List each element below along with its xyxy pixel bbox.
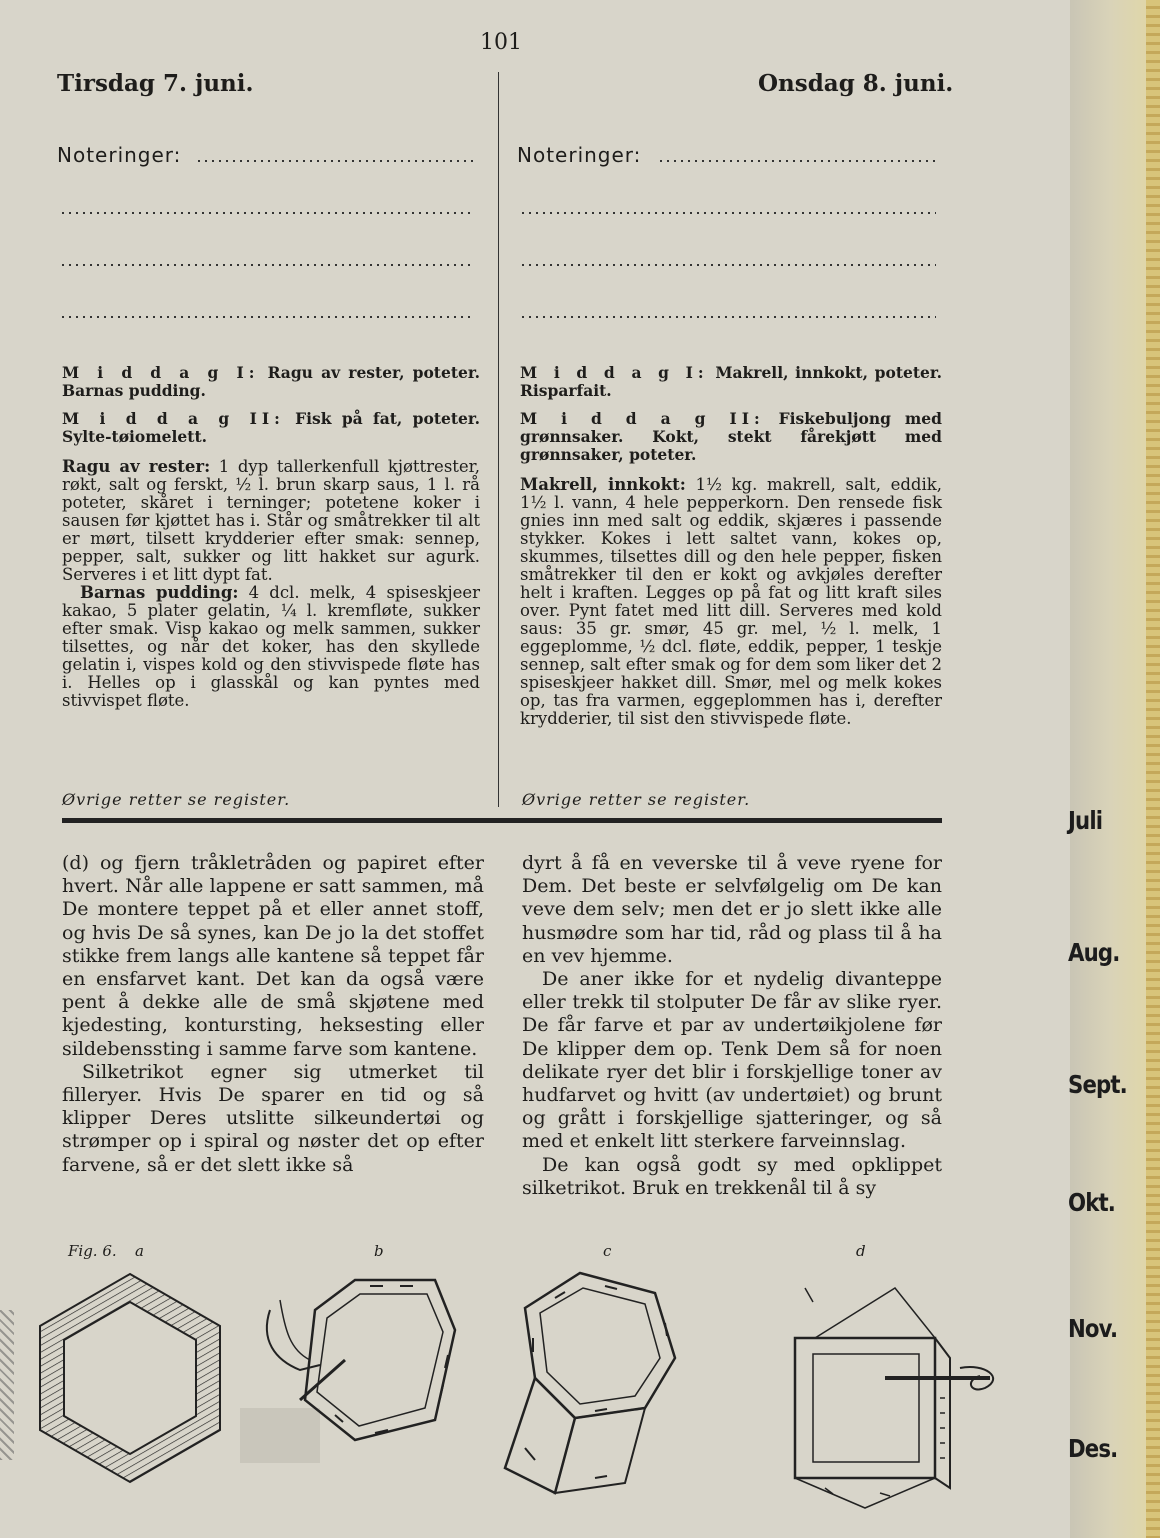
right-notes-line[interactable]	[522, 316, 936, 318]
month-tab-juli[interactable]: Juli	[1068, 806, 1103, 835]
right-menu-1	[520, 364, 942, 400]
figure-label-b: b	[374, 1242, 384, 1260]
left-notes-line[interactable]	[62, 264, 474, 266]
right-ovrige-note: Øvrige retter se register.	[522, 790, 751, 809]
left-notes-line[interactable]	[62, 316, 474, 318]
month-tab-aug[interactable]: Aug.	[1068, 938, 1120, 967]
article-paragraph: Silketrikot egner sig utmerket til filleryer. Hvis De sparer en tid og så klipper Deres utslitte silkeundertøi og strømper op i spiral og nøster det op efter farvene, så er det slett ikke så	[62, 1060, 484, 1176]
menu-label: M i d d a g II:	[520, 409, 765, 428]
article-paragraph: De kan også godt sy med opklippet silketrikot. Bruk en trekkenål til å sy	[522, 1153, 942, 1199]
section-rule	[62, 818, 942, 823]
square-patch-figure	[785, 1268, 1015, 1518]
article-right-column	[522, 852, 942, 1200]
article-paragraph: (d) og fjern tråkletråden og papiret efter hvert. Når alle lappene er satt sammen, må De montere teppet på et eller annet stoff, og hvis De så synes, kan De jo la det stoffet stikke frem langs alle kantene så teppet får en ensfarvet kant. Det kan da også være pent å dekke alle de små skjøtene med kjedesting, kontursting, heksesting eller sildebenssting i samme farve som kantene.	[62, 852, 484, 1060]
month-tab-sept[interactable]: Sept.	[1068, 1070, 1127, 1099]
right-day-title: Onsdag 8. juni.	[758, 70, 954, 97]
left-notes-line[interactable]	[62, 212, 474, 214]
menu-text: Fiskebuljong med grønnsaker. Kokt, stekt fårekjøtt med grønnsaker, poteter.	[520, 409, 942, 464]
right-menu-2	[520, 410, 942, 464]
month-tab-okt[interactable]: Okt.	[1068, 1188, 1116, 1217]
menu-label: M i d d a g II:	[62, 409, 285, 428]
month-tab-nov[interactable]: Nov.	[1068, 1314, 1118, 1343]
right-notes-line[interactable]	[660, 160, 936, 162]
recipe-head: Ragu av rester:	[62, 457, 211, 476]
menu-text: Makrell, innkokt, poteter. Risparfait.	[520, 363, 943, 400]
left-notes-line[interactable]	[198, 160, 474, 162]
article-paragraph: dyrt å få en veverske til å veve ryene for Dem. Det beste er selvfølgelig om De kan veve dem selv; men det er jo slett ikke alle husmødre som har tid, råd og plass til å ha en vev hjemme.	[522, 852, 942, 967]
right-notes-line[interactable]	[522, 264, 936, 266]
figure-label-d: d	[856, 1242, 866, 1260]
recipe-head: Barnas pudding:	[80, 583, 239, 602]
right-recipe	[520, 476, 942, 728]
hexagon-template-figure	[30, 1268, 230, 1488]
menu-label: M i d d a g I:	[62, 363, 260, 382]
left-ovrige-note: Øvrige retter se register.	[62, 790, 291, 809]
left-edge-hatch	[0, 1310, 14, 1460]
figure-caption: Fig. 6.	[68, 1242, 117, 1260]
month-tab-des[interactable]: Des.	[1068, 1434, 1118, 1463]
article-left-column	[62, 852, 484, 1177]
menu-label: M i d d a g I:	[520, 363, 709, 382]
recipe-head: Makrell, innkokt:	[520, 475, 686, 494]
left-menu-2	[62, 410, 480, 446]
page-number: 101	[480, 30, 522, 55]
left-notes-label: Noteringer:	[57, 143, 182, 167]
left-menu-1	[62, 364, 480, 400]
recipe-body: 1 dyp tallerkenfull kjøttrester, røkt, salt og ferskt, ½ l. brun skarp saus, 1 l. rå poteter, skåret i terninger; potetene koker i sausen før kjøttet has i. Står og småtrekker til alt er mørt, tilsett krydderier efter smak: sennep, pepper, salt, sukker og litt hakket sur agurk. Serveres i et litt dypt fat.	[62, 457, 481, 584]
menu-text: Ragu av rester, poteter. Barnas pudding.	[62, 363, 480, 400]
left-day-title: Tirsdag 7. juni.	[57, 70, 254, 97]
menu-text: Fisk på fat, poteter. Sylte-tøiomelett.	[62, 409, 481, 446]
recipe-body: 4 dcl. melk, 4 spiseskjeer kakao, 5 plater gelatin, ¼ l. kremfløte, sukker efter smak. Visp kakao og melk sammen, sukker tilsettes, og når det koker, has den skyllede gelatin i, vispes kold og den stivvispede fløte has i. Helles op i glasskål og kan pyntes med stivvispet fløte.	[62, 583, 480, 710]
right-notes-label: Noteringer:	[517, 143, 642, 167]
joined-hexagons-figure	[495, 1268, 695, 1498]
edge-stripe	[1146, 0, 1160, 1538]
article-paragraph: De aner ikke for et nydelig divanteppe eller trekk til stolputer De får av slike ryer. De får farve et par av undertøikjolene før De klipper dem op. Tenk Dem så for noen delikate ryer det blir i forskjellige toner av hudfarvet og hvitt (av undertøiet) og brunt og grått i forskjellige sjatteringer, og så med et enkelt litt sterkere farveinnslag.	[522, 968, 942, 1153]
left-recipe	[62, 458, 480, 710]
right-notes-line[interactable]	[522, 212, 936, 214]
figure-label-c: c	[603, 1242, 612, 1260]
page-edge	[1070, 0, 1160, 1538]
column-divider	[498, 72, 499, 807]
recipe-body: 1½ kg. makrell, salt, eddik, 1½ l. vann, 4 hele pepperkorn. Den rensede fisk gnies inn med salt og eddik, skjæres i passende stykker. Kokes i lett saltet vann, kokes op, skummes, tilsettes dill og den hele pepper, fisken småtrekker til den er kokt og avkjøles derefter helt i kraften. Legges op på fat og litt kraft siles over. Pynt fatet med litt dill. Serveres med kold saus: 35 gr. smør, 45 gr. mel, ½ l. melk, 1 eggeplomme, ½ dcl. fløte, eddik, pepper, 1 teskje sennep, salt efter smak og for dem som liker det 2 spiseskjeer hakket dill. Smør, mel og melk kokes op, tas fra varmen, eggeplommen has i, derefter krydderier, til sist den stivvispede fløte.	[520, 475, 943, 728]
figure-label-a: a	[135, 1242, 144, 1260]
hexagon-basting-figure	[255, 1270, 475, 1480]
